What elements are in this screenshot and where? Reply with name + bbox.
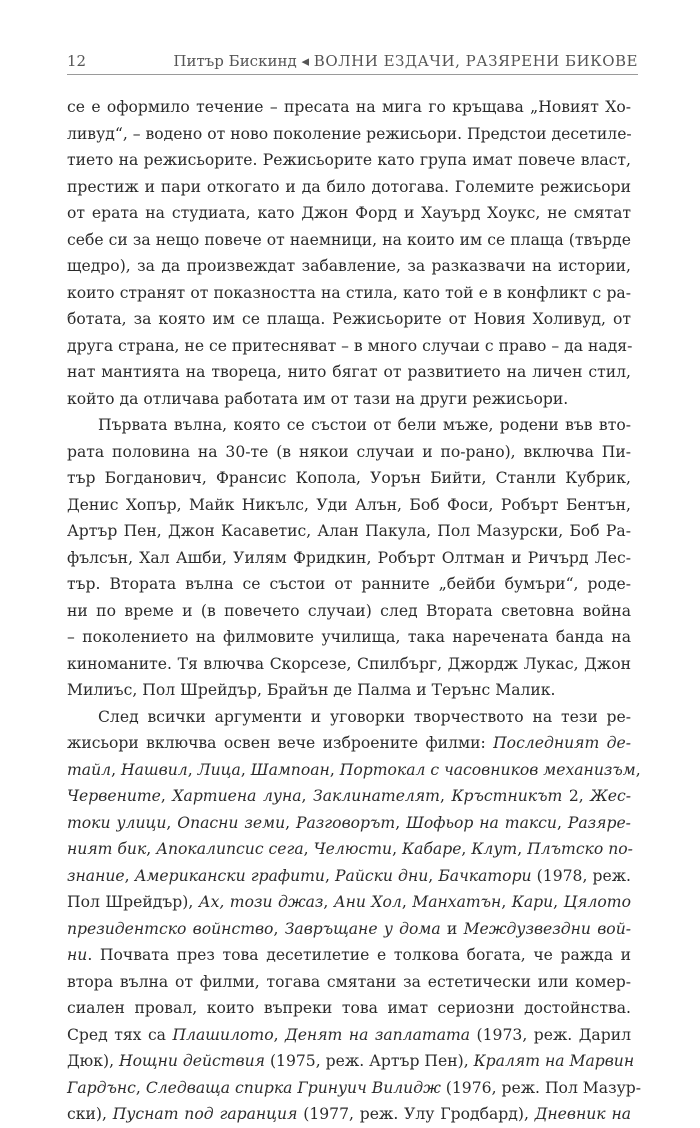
text-line (67, 730, 631, 757)
body-text (67, 94, 641, 1128)
text-run: (1975, реж. Артър Пен), (265, 1052, 474, 1070)
text-line (67, 571, 631, 598)
text-line (67, 836, 631, 863)
text-run: – поколението на филмовите училища, така наречената банда на (67, 628, 631, 646)
running-header (67, 50, 638, 75)
text-run: , (553, 893, 564, 911)
text-line (67, 995, 631, 1022)
text-line (67, 1048, 635, 1075)
text-run: жисьори включва освен вече изброените филми: (67, 734, 494, 752)
text-run: , (273, 919, 285, 938)
text-line (67, 200, 631, 227)
text-run: Сред тях са (67, 1025, 173, 1044)
text-run: тието на режисьорите. Режисьорите като група имат повече власт, (67, 151, 631, 169)
text-run: тър Богданович, Франсис Копола, Уорън Бийти, Станли Кубрик, (67, 469, 631, 487)
text-run: (1976, реж. Пол Мазур- (440, 1078, 641, 1097)
text-line (67, 969, 631, 996)
text-run: тър. Втората вълна се състои от ранните „бейби бумъри“, роде- (67, 575, 631, 593)
text-line (67, 386, 631, 413)
text-run: втора вълна от филми, тогава смятани за естетически или комер- (67, 972, 631, 991)
text-run: , (401, 893, 413, 911)
text-run: , (395, 813, 407, 832)
film-title: Следваща спирка Гринуич Вилидж (145, 1078, 441, 1097)
text-line (67, 1101, 631, 1128)
text-line (67, 518, 631, 545)
film-title: Кръстникът (451, 787, 563, 805)
text-run: ски), (67, 1105, 113, 1123)
film-title: Плашилото (172, 1025, 274, 1044)
text-run: ливуд“, – водено от ново поколение режисьори. Предстои десетиле- (67, 124, 632, 143)
text-run: , (111, 760, 121, 779)
running-title (173, 52, 638, 70)
film-title: Апокалипсис сега (156, 840, 304, 858)
film-title: Пуснат под гаранция (112, 1105, 298, 1123)
text-run: , (240, 760, 251, 779)
text-run: , (323, 893, 334, 911)
film-title: Клут (471, 840, 518, 858)
film-title: Кари (511, 893, 554, 911)
text-run: щедро), за да произвеждат забавление, за разказвачи на истории, (67, 257, 631, 275)
text-line (67, 783, 631, 810)
text-line (67, 253, 631, 280)
text-line (67, 465, 631, 492)
text-run: . Почвата през това десетилетие е толкова богата, че ражда и (87, 946, 631, 964)
text-run: , (517, 840, 528, 858)
text-line (67, 333, 631, 360)
text-run: нат мантията на твореца, нито бягат от развитието на личен стил, (67, 363, 631, 381)
film-title: Разяре- (567, 813, 631, 832)
text-run: , (273, 1025, 286, 1044)
text-run: ботата, за която им се плаща. Режисьорите от Новия Холивуд, от (67, 310, 631, 328)
text-run: Пол Шрейдър), (67, 893, 199, 911)
film-title: Нашвил (120, 760, 188, 779)
text-line (67, 810, 631, 837)
text-line (67, 306, 631, 333)
film-title: Бачкатори (438, 866, 532, 885)
text-run: Милиъс, Пол Шрейдър, Брайън де Палма и Терънс Малик. (67, 681, 556, 699)
film-title: Хартиена луна (172, 787, 302, 805)
text-run: Артър Пен, Джон Касаветис, Алан Пакула, Пол Мазурски, Боб Ра- (67, 522, 631, 540)
film-title: знание (67, 866, 125, 885)
film-title: Гардънс (67, 1078, 136, 1097)
text-run: фълсън, Хал Ашби, Уилям Фридкин, Робърт Олтман и Ричърд Лес- (67, 548, 631, 567)
text-line (67, 412, 631, 439)
film-title: Челюсти (313, 840, 393, 858)
text-line (67, 174, 631, 201)
film-title: Последният де- (493, 734, 631, 752)
text-run: , (124, 866, 135, 885)
text-run: престиж и пари откогато и да било дотогава. Големите режисьори (67, 177, 631, 196)
film-title: тайл (67, 760, 112, 779)
film-title: Завръщане у дома (284, 919, 441, 938)
text-line (67, 545, 631, 572)
film-title: Манхатън (412, 893, 502, 911)
text-line (67, 1022, 631, 1049)
book-title: ВОЛНИ ЕЗДАЧИ, РАЗЯРЕНИ БИКОВЕ (313, 52, 638, 70)
film-title: Кабаре (402, 840, 462, 858)
text-line (67, 147, 631, 174)
text-line (67, 942, 631, 969)
text-run: , (301, 787, 314, 805)
text-run: Дюк), (67, 1052, 119, 1070)
film-title: Червените (67, 787, 161, 805)
text-run: , (392, 840, 403, 858)
text-run: ни по време и (в повечето случаи) след Втората световна война (67, 601, 631, 620)
text-run: След всички аргументи и уговорки творчеството на тези ре- (98, 707, 631, 726)
film-title: Заклинателят (313, 787, 440, 805)
film-title: Лица (197, 760, 241, 779)
text-line (67, 916, 631, 943)
film-title: Ах, този джаз (198, 893, 324, 911)
film-title: Ани Хол (333, 893, 402, 911)
film-title: Междузвездни вой- (463, 919, 632, 938)
text-run: киноманите. Тя влючва Скорсезе, Спилбърг, Джордж Лукас, Джон (67, 654, 631, 673)
text-line (67, 889, 631, 916)
text-line (67, 121, 631, 148)
film-title: Портокал с часовников механизъм (339, 760, 636, 779)
text-run: (1978, реж. (531, 866, 632, 885)
text-run: , (187, 760, 198, 779)
text-run: , (461, 840, 472, 858)
text-line (67, 94, 631, 121)
text-run: , (439, 787, 452, 805)
text-run: Денис Хопър, Майк Никълс, Уди Алън, Боб Фоси, Робърт Бентън, (67, 495, 631, 514)
film-title: ни (67, 946, 88, 964)
film-title: Разговорът (296, 813, 396, 832)
text-line (67, 227, 631, 254)
text-run: от ерата на студиата, като Джон Форд и Хауърд Хоукс, не смятат (67, 204, 631, 222)
film-title: Плътско по- (527, 840, 633, 858)
text-run: , (135, 1078, 146, 1097)
text-run: , (501, 893, 512, 911)
film-title: Денят на заплатата (285, 1025, 471, 1044)
film-title: Нощни действия (119, 1052, 265, 1070)
text-line (67, 624, 631, 651)
text-run: , (324, 866, 336, 885)
text-run: рата половина на 30-те (в някои случаи и по-рано), включва Пи- (67, 442, 631, 461)
film-title: Кралят на Марвин (473, 1052, 635, 1070)
text-run: се е оформило течение – пресата на мига го кръщава „Новият Хо- (67, 98, 631, 116)
text-line (67, 704, 631, 731)
text-line (67, 439, 631, 466)
film-title: Райски дни (335, 866, 429, 885)
text-line (67, 651, 631, 678)
author-name: Питър Бискинд (173, 52, 297, 70)
text-run: себе си за нещо повече от наемници, на които им се плаща (твърде (67, 230, 631, 249)
text-line (67, 677, 631, 704)
text-line (67, 1075, 641, 1102)
text-run: , (428, 866, 439, 885)
film-title: Американски графити (134, 866, 325, 885)
film-title: Жес- (590, 787, 632, 805)
film-title: Опасни земи (177, 813, 286, 832)
text-line (67, 863, 631, 890)
text-run: , (166, 813, 178, 832)
text-run: , (285, 813, 296, 832)
text-run: , (556, 813, 568, 832)
text-run: , (303, 840, 314, 858)
text-run: и (440, 919, 464, 938)
film-title: Шофьор на такси (406, 813, 557, 832)
text-run: Първата вълна, която се състои от бели мъже, родени във вто- (98, 416, 631, 434)
text-run: (1977, реж. Улу Гродбард), (297, 1105, 535, 1123)
page-number: 12 (67, 52, 87, 70)
film-title: Шампоан (250, 760, 330, 779)
film-title: Цялото (563, 893, 631, 911)
text-run: (1973, реж. Дарил (470, 1025, 631, 1044)
text-run: сиален провал, които въпреки това имат сериозни достойнства. (67, 999, 631, 1017)
film-title: ният бик (67, 840, 147, 858)
text-run: , (329, 760, 340, 779)
film-title: президентско войнство (67, 919, 274, 938)
text-line (67, 492, 631, 519)
text-run: , (146, 840, 157, 858)
text-run: който да отличава работата им от тази на други режисьори. (67, 389, 569, 408)
text-run: друга страна, не се притесняват – в много случаи с право – да надя- (67, 336, 633, 355)
text-run: 2, (562, 787, 591, 805)
text-run: , (635, 760, 641, 779)
text-line (67, 280, 631, 307)
text-line (67, 598, 631, 625)
film-title: токи улици (67, 813, 167, 832)
text-run: които странят от показността на стила, като той е в конфликт с ра- (67, 283, 631, 302)
text-run: , (160, 787, 173, 805)
text-line (67, 757, 641, 784)
film-title: Дневник на (534, 1105, 632, 1123)
header-separator: ◂ (301, 52, 310, 70)
text-line (67, 359, 631, 386)
